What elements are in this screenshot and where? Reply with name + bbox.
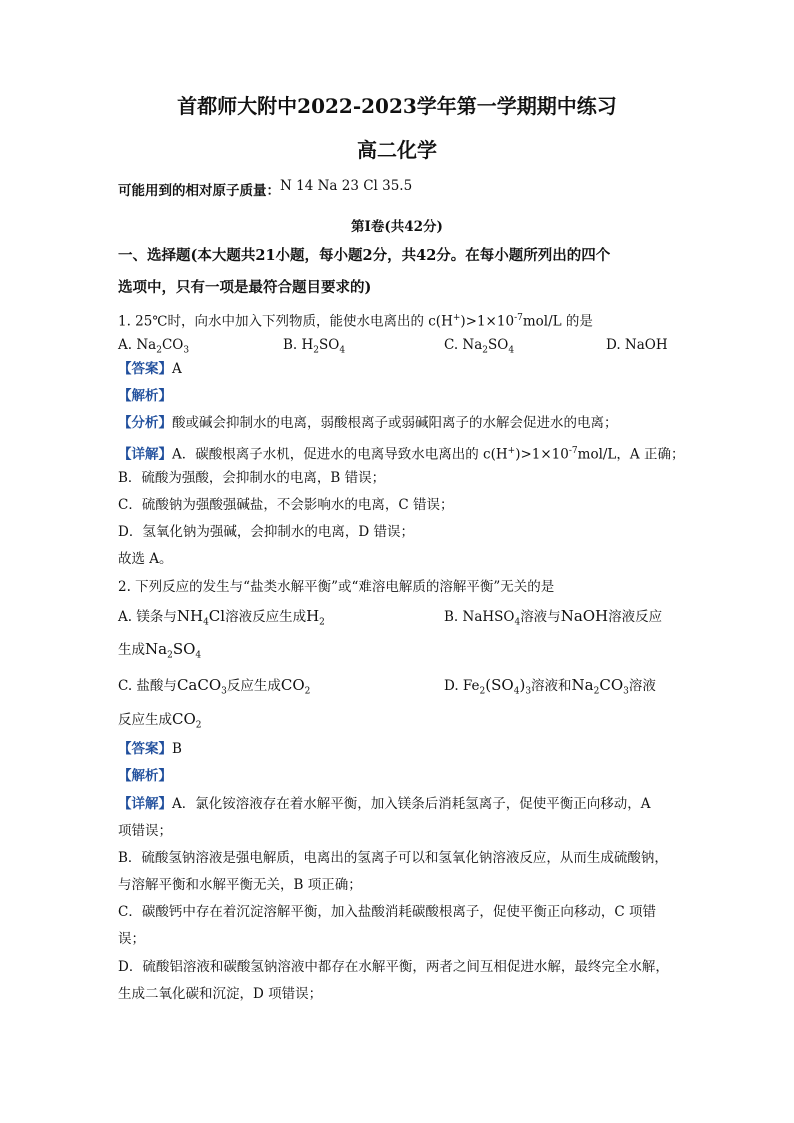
opt-text: D. Fe — [444, 678, 480, 694]
answer-tag: 【答案】 — [118, 741, 172, 757]
q2-option-a — [118, 607, 325, 632]
opt-sub: 2 — [319, 617, 325, 628]
opt-sub: 2 — [593, 686, 600, 697]
opt-text: NH — [176, 607, 204, 625]
opt-text: SO — [172, 640, 196, 658]
page-title: 首都师大附中2022-2023学年第一学期期中练习 — [177, 94, 617, 118]
opt-text: 反应生成 — [226, 678, 281, 694]
opt-text: B. NaHSO — [444, 609, 515, 625]
opt-text: CO — [172, 710, 196, 728]
detail-sup: + — [507, 446, 516, 456]
opt-text: SO — [319, 337, 340, 353]
opt-sub: 2 — [167, 650, 173, 661]
detail-text: )>1×10 — [515, 446, 569, 463]
opt-text: 反应生成 — [118, 712, 172, 728]
atomic-mass-label: 可能用到的相对原子质量： — [118, 183, 280, 199]
q1-stem-part: mol/L 的是 — [522, 313, 593, 330]
opt-text: 溶液 — [628, 678, 656, 694]
q1-stem — [118, 309, 593, 331]
opt-text: Na — [571, 676, 594, 694]
opt-text: CO — [599, 676, 624, 694]
opt-sub: 2 — [313, 345, 320, 356]
opt-sub: 3 — [183, 345, 190, 356]
q1-option-c — [444, 336, 514, 360]
opt-text: ) — [519, 676, 526, 694]
section-heading: 第I卷(共42分) — [351, 219, 443, 235]
q1-option-a — [118, 336, 189, 360]
q2-detail-a-2: 项错误； — [118, 823, 172, 839]
answer-tag: 【答案】 — [118, 361, 172, 377]
opt-text: B. H — [283, 337, 314, 353]
q2-option-d-cont — [118, 710, 202, 735]
detail-tag: 【详解】 — [118, 796, 172, 812]
opt-sub: 2 — [479, 686, 486, 697]
q1-fenxi — [118, 414, 618, 432]
q2-detail-a-1 — [118, 795, 651, 813]
q2-answer — [118, 740, 182, 758]
opt-text: Cl — [208, 607, 226, 625]
opt-sub: 4 — [514, 617, 521, 628]
opt-sub: 3 — [525, 686, 532, 697]
q2-detail-b-1: B．硫酸氢钠溶液是强电解质，电离出的氢离子可以和氢氧化钠溶液反应，从而生成硫酸钠， — [118, 850, 668, 866]
q2-detail-b-2: 与溶解平衡和水解平衡无关，B 项正确； — [118, 877, 362, 893]
page-subtitle: 高二化学 — [357, 138, 437, 162]
q2-detail-d-2: 生成二氧化碳和沉淀，D 项错误； — [118, 986, 323, 1002]
q2-option-c — [118, 676, 310, 701]
opt-text: C. 盐酸与 — [118, 678, 177, 694]
detail-text: A．碳酸根离子水机，促进水的电离导致水电离出的 c(H — [172, 446, 508, 463]
q1-conclusion: 故选 A。 — [118, 551, 173, 567]
opt-text: NaOH — [560, 607, 609, 625]
q2-stem: 2. 下列反应的发生与“盐类水解平衡”或“难溶电解质的溶解平衡”无关的是 — [118, 579, 555, 595]
q2-analysis-tag: 【解析】 — [118, 768, 172, 784]
answer-value: A — [172, 361, 182, 377]
opt-sub: 4 — [513, 686, 520, 697]
q1-sup: + — [452, 313, 461, 323]
opt-text: CO — [161, 337, 184, 353]
opt-text: (SO — [485, 676, 514, 694]
opt-text: CaCO — [176, 676, 222, 694]
q2-detail-c-2: 误； — [118, 931, 145, 947]
opt-sub: 4 — [339, 345, 346, 356]
opt-text: A. 镁条与 — [118, 609, 177, 625]
atomic-mass-values: N 14 Na 23 Cl 35.5 — [280, 178, 413, 194]
q2-detail-d-1: D．硫酸铝溶液和碳酸氢钠溶液中都存在水解平衡，两者之间互相促进水解，最终完全水解， — [118, 959, 669, 975]
fenxi-text: 酸或碱会抑制水的电离，弱酸根离子或弱碱阳离子的水解会促进水的电离； — [172, 415, 618, 431]
q1-option-d: D. NaOH — [606, 337, 668, 353]
q1-stem-part: 1. 25℃时，向水中加入下列物质，能使水电离出的 c(H — [118, 313, 453, 330]
opt-text: Na — [145, 640, 168, 658]
opt-sub: 3 — [221, 686, 227, 697]
opt-sub: 4 — [508, 345, 515, 356]
opt-sub: 2 — [482, 345, 489, 356]
opt-text: SO — [488, 337, 509, 353]
opt-text: 溶液反应 — [608, 609, 663, 625]
opt-text: 溶液反应生成 — [225, 609, 307, 625]
q1-stem-part: )>1×10 — [460, 313, 515, 330]
q1-analysis-tag: 【解析】 — [118, 388, 172, 404]
instruction-line-2: 选项中，只有一项是最符合题目要求的) — [118, 279, 372, 296]
opt-text: 溶液与 — [520, 609, 561, 625]
opt-sub: 2 — [304, 686, 311, 697]
detail-text: mol/L，A 正确； — [577, 446, 685, 463]
q1-detail-a — [118, 442, 684, 464]
q1-option-b — [283, 336, 345, 360]
opt-text: H — [306, 607, 320, 625]
opt-sub: 3 — [623, 686, 629, 697]
detail-tag: 【详解】 — [118, 446, 172, 463]
opt-sub: 4 — [203, 617, 209, 628]
q2-option-d — [444, 676, 656, 701]
answer-value: B — [172, 741, 182, 757]
opt-sub: 2 — [195, 720, 202, 731]
fenxi-tag: 【分析】 — [118, 415, 172, 431]
instruction-line-1: 一、选择题(本大题共21小题，每小题2分，共42分。在每小题所列出的四个 — [118, 247, 611, 264]
q2-detail-c-1: C．碳酸钙中存在着沉淀溶解平衡，加入盐酸消耗碳酸根离子，促使平衡正向移动，C 项错 — [118, 904, 656, 920]
q1-detail-d: D．氢氧化钠为强碱，会抑制水的电离，D 错误； — [118, 524, 414, 540]
opt-text: C. Na — [444, 337, 483, 353]
detail-text: A．氯化铵溶液存在着水解平衡，加入镁条后消耗氢离子，促使平衡正向移动，A — [172, 796, 651, 812]
opt-sub: 4 — [195, 650, 202, 661]
opt-text: A. Na — [118, 337, 157, 353]
opt-text: CO — [280, 676, 305, 694]
opt-sub: 2 — [156, 345, 162, 356]
detail-sup: -7 — [568, 446, 578, 456]
atomic-mass-line — [118, 178, 413, 200]
q1-answer — [118, 360, 182, 378]
q1-detail-b: B．硫酸为强酸，会抑制水的电离，B 错误； — [118, 470, 386, 486]
q1-sup: -7 — [514, 313, 523, 323]
opt-text: 生成 — [118, 642, 145, 658]
q1-detail-c: C．硫酸钠为强酸强碱盐，不会影响水的电离，C 错误； — [118, 497, 454, 513]
opt-text: 溶液和 — [531, 678, 572, 694]
q2-option-b — [444, 607, 662, 632]
q2-option-b-cont — [118, 640, 201, 665]
